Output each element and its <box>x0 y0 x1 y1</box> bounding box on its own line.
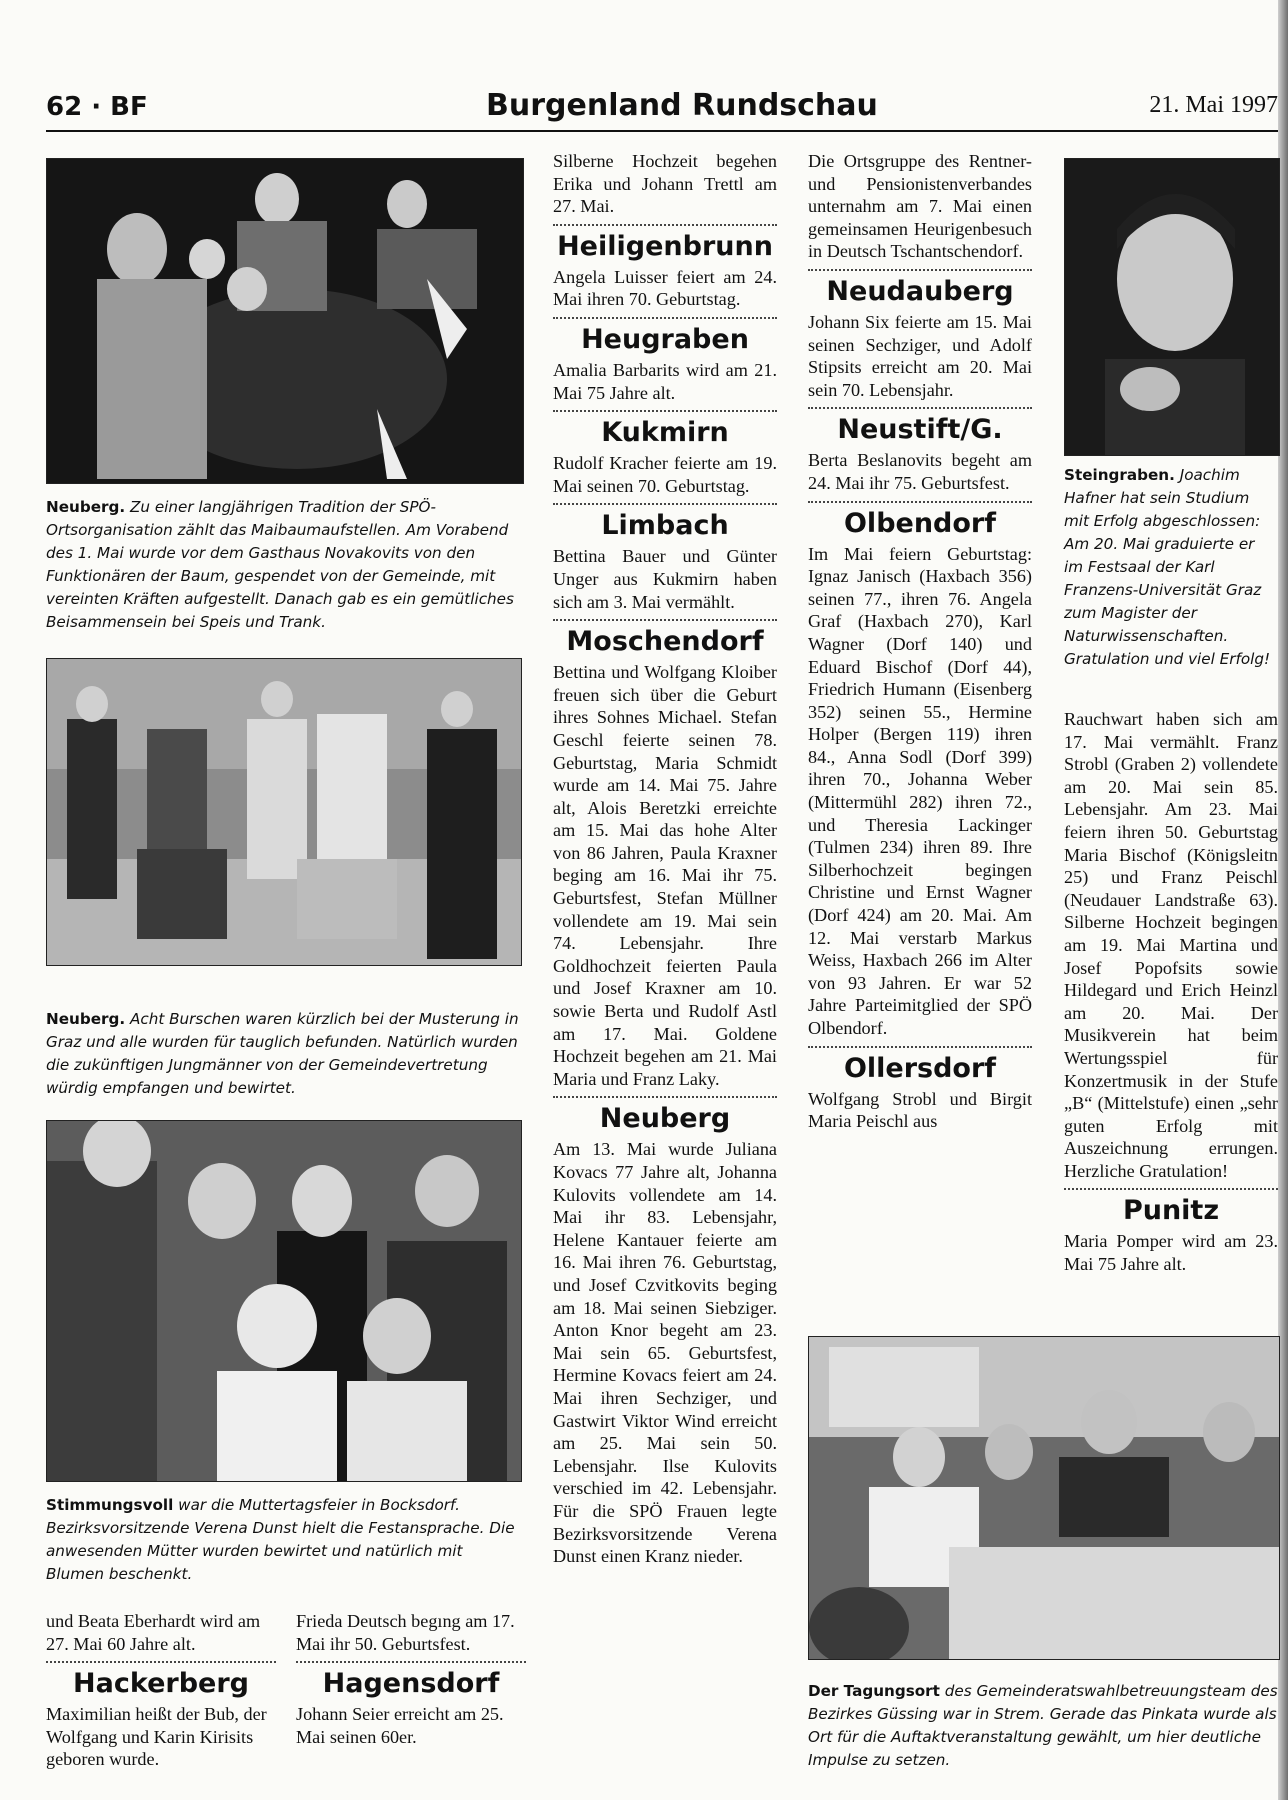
caption-musterung: Neuberg. Acht Burschen waren kürzlich bei der Musterung in Graz und alle wurden für tauglich befunden. Natürlich wurden die zukünftigen Jungmänner von der Gemeindevertretung würdig empfangen und bewirtet. <box>46 1010 519 1097</box>
column-4 <box>808 150 1032 1133</box>
caption-muttertag: Stimmungsvoll war die Muttertagsfeier in Bocksdorf. Bezirksvorsitzende Verena Dunst hielt die Festansprache. Die anwesenden Mütter wurden bewirtet und natürlich mit Blumen beschenkt. <box>46 1496 515 1583</box>
article-text: Am 13. Mai wurde Juliana Kovacs 77 Jahre alt, Johanna Kulovits vollendete am 14. Mai ihr 83. Lebensjahr, Helene Kantauer feierte am 16. Mai ihren 76. Geburtstag, und Josef Czvitkovits beging am 18. Mai seinen Siebziger. Anton Knor begeht am 23. Mai sein 65. Geburtsfest, Hermine Kovacs feiert am 24. Mai ihren Sechziger, und Gastwirt Viktor Wind erreicht am 25. Mai sein 50. Lebensjahr. Ilse Kulovits verschied im 42. Lebensjahr. Für die SPÖ Frauen legte Bezirksvorsitzende Verena Dunst einen Kranz nieder. <box>553 1139 777 1567</box>
article-text: Im Mai feiern Geburtstag: Ignaz Janisch (Haxbach 356) seinen 77., ihren 76. Angela Graf (Haxbach 270), Karl Wagner (Dorf 140) und Eduard Bischof (Dorf 44), Friedrich Humann (Eisenberg 352) seinen 55., Hermine Holper (Bergen 119) ihren 84., Anna Sodl (Dorf 399) ihren 70., Johanna Weber (Mittermühl 282) ihren 72., und Theresia Lackinger (Tulmen 234) ihren 89. Ihre Silberhochzeit begingen Christine und Ernst Wagner (Dorf 424) am 20. Mai. Am 12. Mai verstarb Markus Weiss, Haxbach 266 im Alter von 93 Jahren. Er war 52 Jahre Parteimitglied der SPÖ Olbendorf. <box>808 543 1032 1038</box>
section-divider <box>553 619 777 621</box>
article-text: Frieda Deutsch begıng am 17. Mai ihr 50. Geburtsfest. <box>296 1611 515 1654</box>
column-3 <box>553 150 777 1568</box>
page-header <box>46 90 1278 130</box>
photo-maibaum <box>46 158 524 484</box>
article-text: und Beata Eberhardt wird am 27. Mai 60 Jahre alt. <box>46 1611 261 1654</box>
column-5 <box>1064 708 1278 1276</box>
column-bottom-left <box>46 1610 276 1771</box>
section-divider <box>296 1661 526 1663</box>
article-text: Johann Six feierte am 15. Mai seinen Sechziger, und Adolf Stipsits erreicht am 20. Mai sein 70. Lebensjahr. <box>808 311 1032 400</box>
article-text: Bettina Bauer und Günter Unger aus Kukmirn haben sich am 3. Mai vermählt. <box>553 546 777 612</box>
caption-tagungsort: Der Tagungsort des Gemeinderatswahlbetreuungsteam des Bezirkes Güssing war in Strem. Gerade das Pinkata wurde als Ort für die Auftaktveranstaltung gewählt, um hier deutliche Impulse zu setzen. <box>808 1682 1278 1769</box>
caption-maibaum: Neuberg. Zu einer langjährigen Tradition der SPÖ-Ortsorganisation zählt das Maibaumaufstellen. Am Vorabend des 1. Mai wurde vor dem Gasthaus Novakovits von den Funktionären der Baum, gespendet von der Gemeinde, mit vereinten Kräften aufgestellt. Danach gab es ein gemütliches Beisammensein bei Speis und Trank. <box>46 498 514 631</box>
section-heading-heiligenbrunn: Heiligenbrunn <box>557 230 773 262</box>
section-heading-neustift: Neustift/G. <box>837 414 1003 446</box>
section-heading-neudauberg: Neudauberg <box>826 275 1014 307</box>
article-text: Die Ortsgruppe des Rentner- und Pensionistenverbandes unternahm am 7. Mai einen gemeinsamen Heurigenbesuch in Deutsch Tschantschendorf. <box>808 151 1032 262</box>
section-divider <box>553 410 777 412</box>
article-text: Johann Seier erreicht am 25. Mai seinen 60er. <box>296 1704 504 1747</box>
article-text: Maria Pomper wird am 23. Mai 75 Jahre alt. <box>1064 1231 1278 1275</box>
section-divider <box>553 224 777 226</box>
column-bottom-middle <box>296 1610 526 1748</box>
section-heading-limbach: Limbach <box>601 510 729 542</box>
photo-portrait-hafner <box>1064 158 1280 456</box>
section-divider <box>808 407 1032 409</box>
photo-tagungsort <box>808 1336 1280 1660</box>
article-text: Maximilian heißt der Bub, der Wolfgang und Karin Kirisits geboren wurde. <box>46 1704 267 1770</box>
photo-portrait-illustration <box>1065 159 1279 455</box>
section-heading-ollersdorf: Ollersdorf <box>843 1052 997 1084</box>
section-divider <box>553 317 777 319</box>
section-heading-hagensdorf: Hagensdorf <box>322 1668 500 1700</box>
article-text: Amalia Barbarits wird am 21. Mai 75 Jahre alt. <box>553 359 777 403</box>
section-heading-punitz: Punitz <box>1122 1195 1220 1227</box>
section-heading-heugraben: Heugraben <box>581 323 749 355</box>
section-divider <box>46 1661 276 1663</box>
section-divider <box>1064 1188 1278 1190</box>
page-number: 62 · BF <box>46 92 148 122</box>
section-divider <box>553 1096 777 1098</box>
section-divider <box>808 269 1032 271</box>
section-heading-olbendorf: Olbendorf <box>843 507 996 539</box>
section-divider <box>553 503 777 505</box>
article-text: Wolfgang Strobl und Birgit Maria Peischl aus <box>808 1088 1032 1132</box>
photo-muttertag <box>46 1120 522 1482</box>
photo-maibaum-illustration <box>47 159 523 483</box>
caption-portrait: Steingraben. Joachim Hafner hat sein Studium mit Erfolg abgeschlossen: Am 20. Mai graduierte er im Festsaal der Karl Franzens-Universität Graz zum Magister der Naturwissenschaften. Gratulation und viel Erfolg! <box>1064 466 1271 668</box>
newspaper-title: Burgenland Rundschau <box>486 88 878 123</box>
article-text: Silberne Hochzeit begehen Erika und Johann Trettl am 27. Mai. <box>553 151 777 217</box>
photo-musterung <box>46 658 522 966</box>
article-text: Rudolf Kracher feierte am 19. Mai seinen 70. Geburtstag. <box>553 453 777 496</box>
section-heading-kukmirn: Kukmirn <box>601 417 729 449</box>
issue-date: 21. Mai 1997 <box>1149 92 1278 118</box>
header-rule <box>46 130 1278 132</box>
photo-musterung-illustration <box>47 659 521 965</box>
article-text: Rauchwart haben sich am 17. Mai vermählt. Franz Strobl (Graben 2) vollendete am 20. Mai sein 85. Lebensjahr. Am 23. Mai feiern ihren 50. Geburtstag Maria Bischof (Königsleitn 25) und Franz Peischl (Neudauer Landstraße 63). Silberne Hochzeit begingen am 19. Mai Martina und Josef Popofsits sowie Hildegard und Erich Heinzl am 20. Mai. Der Musikverein hat beim Wertungsspiel für Konzertmusik in der Stufe „B“ (Mittelstufe) einen „sehr guten Erfolg mit Auszeichnung errungen. Herzliche Gratulation! <box>1064 709 1278 1181</box>
section-heading-hackerberg: Hackerberg <box>73 1668 249 1700</box>
section-divider <box>808 1046 1032 1048</box>
photo-tagungsort-illustration <box>809 1337 1279 1659</box>
section-heading-neuberg: Neuberg <box>599 1103 731 1135</box>
article-text: Angela Luisser feiert am 24. Mai ihren 70. Geburtstag. <box>553 266 777 310</box>
article-text: Bettina und Wolfgang Kloiber freuen sich über die Geburt ihres Sohnes Michael. Stefan Geschl feierte seinen 78. Geburtstag, Maria Schmidt wurde am 14. Mai 75. Jahre alt, Alois Beretzki erreichte am 15. Mai das hohe Alter von 86 Jahren, Paula Kraxner beging am 16. Mai ihr 75. Geburtsfest, Stefan Müllner vollendete am 19. Mai sein 74. Lebensjahr. Ihre Goldhochzeit feierten Paula und Josef Kraxner am 10. sowie Berta und Rudolf Astl am 17. Mai. Goldene Hochzeit begehen am 21. Mai Maria und Franz Laky. <box>553 662 777 1089</box>
photo-muttertag-illustration <box>47 1121 521 1481</box>
article-text: Berta Beslanovits begeht am 24. Mai ihr 75. Geburtsfest. <box>808 450 1032 493</box>
section-heading-moschendorf: Moschendorf <box>566 626 764 658</box>
section-divider <box>808 501 1032 503</box>
